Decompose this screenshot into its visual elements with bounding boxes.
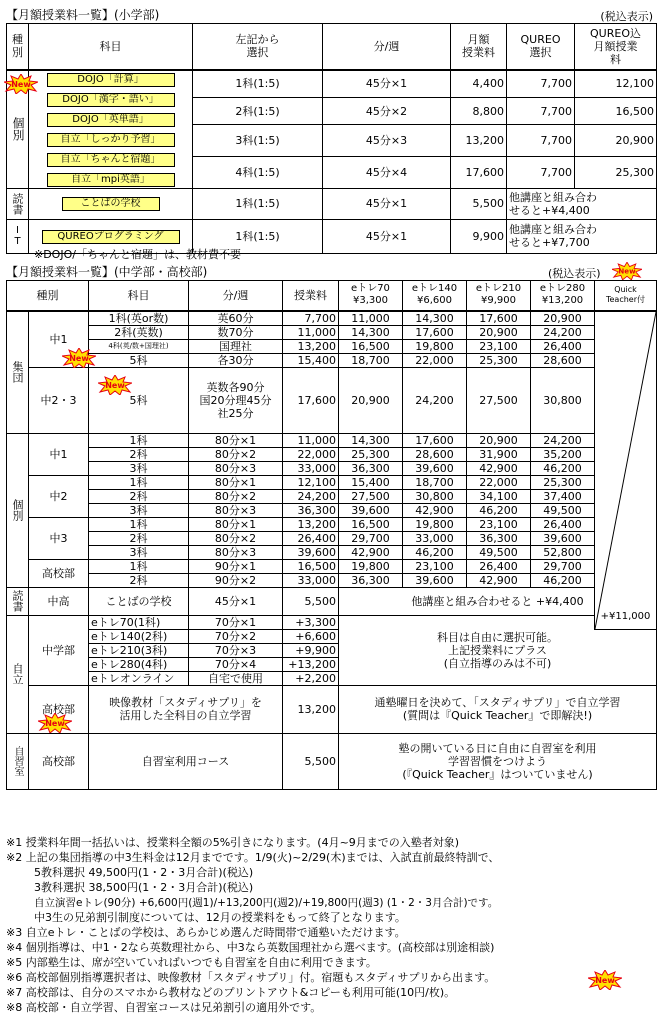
note-4: ※4 個別指導は、中1・2なら英数理社から、中3なら英数国理社から選べます。(高校部は別途相談) [6, 941, 495, 954]
i-subject: 1科 [89, 517, 189, 531]
subject-jiritsu-shukudai: 自立「ちゃんと宿題」 [47, 153, 175, 167]
kotoba-note: 他講座と組み合わ せると+¥4,400 [507, 188, 657, 219]
row3-choose: 3科(1:5) [193, 124, 323, 156]
h2-e140: eトレ140 ¥6,600 [403, 281, 467, 311]
i-e280: 37,400 [531, 489, 595, 503]
table2-tax-label: (税込表示) [548, 267, 601, 280]
i-e140: 18,700 [403, 475, 467, 489]
j-fee: +9,900 [283, 643, 339, 657]
note-2b: 3教科選択 38,500円(1・2・3月合計)(税込) [34, 881, 254, 894]
header-time: 分/週 [323, 24, 451, 70]
i-time: 80分×2 [189, 447, 283, 461]
i-fee: 22,000 [283, 447, 339, 461]
eizo-note: 通塾曜日を決めて、「スタディサプリ」で自立学習 (質問は『Quick Teacher』で即解決!) [339, 685, 657, 733]
new-badge-icon [38, 713, 72, 733]
quick-teacher-diagonal [595, 312, 656, 629]
jishu-fee: 5,500 [283, 733, 339, 789]
row1-total: 12,100 [575, 70, 657, 98]
grade-koukou-ind: 高校部 [29, 559, 89, 587]
kotoba2-time: 45分×1 [189, 587, 283, 615]
i-e140: 19,800 [403, 517, 467, 531]
row2-total: 16,500 [575, 98, 657, 124]
i-fee: 33,000 [283, 573, 339, 587]
i-fee: 24,200 [283, 489, 339, 503]
h2-subject: 科目 [89, 281, 189, 311]
row1-time: 45分×1 [323, 70, 451, 98]
i-fee: 13,200 [283, 517, 339, 531]
i-e140: 42,900 [403, 503, 467, 517]
i-e210: 49,500 [467, 545, 531, 559]
note-8: ※8 高校部・自立学習、自習室コースは兄弟割引の適用外です。 [6, 1001, 322, 1014]
row2-qureo: 7,700 [507, 98, 575, 124]
i-e280: 26,400 [531, 517, 595, 531]
grade-chuukou: 中高 [29, 587, 89, 615]
g-e280: 26,400 [531, 339, 595, 353]
i-subject: 2科 [89, 531, 189, 545]
quick-teacher-price: +¥11,000 [600, 610, 651, 622]
j-fee: +3,300 [283, 615, 339, 629]
type-jiritsu: 自立 [7, 615, 29, 733]
kotoba-choose: 1科(1:5) [193, 188, 323, 219]
i-e70: 25,300 [339, 447, 403, 461]
header-type: 種 別 [7, 24, 29, 70]
i-e70: 15,400 [339, 475, 403, 489]
g-e210: 17,600 [467, 311, 531, 326]
j-subject: eトレ280(4科) [89, 657, 189, 671]
grade-chuugaku: 中学部 [29, 615, 89, 685]
svg-text:New: New [595, 976, 615, 985]
row4-total: 25,300 [575, 156, 657, 188]
i-e280: 29,700 [531, 559, 595, 573]
j-fee: +6,600 [283, 629, 339, 643]
type-shudan: 集団 [7, 311, 29, 434]
i-subject: 1科 [89, 475, 189, 489]
g-fee: 15,400 [283, 353, 339, 367]
i-time: 80分×1 [189, 517, 283, 531]
note-2d: 中3生の兄弟割引制度については、12月の授業料をもって終了となります。 [34, 911, 406, 924]
grade-chu2-ind: 中2 [29, 475, 89, 517]
header-subject: 科目 [29, 24, 193, 70]
table1-title: 【月額授業料一覧】(小学部) [6, 8, 160, 22]
kotoba2-fee: 5,500 [283, 587, 339, 615]
note-2c: 自立演習eトレ(90分) +6,600円(週1)/+13,200円(週2)/+19,800円(週3) (1・2・3月合計)です。 [34, 897, 499, 909]
g23-e140: 24,200 [403, 367, 467, 433]
i-subject: 2科 [89, 447, 189, 461]
svg-text:New: New [618, 266, 636, 276]
row2-choose: 2科(1:5) [193, 98, 323, 124]
g-subject: 2科(英数) [89, 325, 189, 339]
h2-fee: 授業料 [283, 281, 339, 311]
subject-list [29, 70, 193, 189]
i-e210: 23,100 [467, 517, 531, 531]
i-e140: 39,600 [403, 573, 467, 587]
row2-fee: 8,800 [451, 98, 507, 124]
i-e280: 25,300 [531, 475, 595, 489]
g-fee: 13,200 [283, 339, 339, 353]
j-subject: eトレ210(3科) [89, 643, 189, 657]
i-e140: 33,000 [403, 531, 467, 545]
new-badge-icon [98, 375, 132, 395]
h2-e70: eトレ70 ¥3,300 [339, 281, 403, 311]
grade-chu3-ind: 中3 [29, 517, 89, 559]
g23-e210: 27,500 [467, 367, 531, 433]
i-fee: 26,400 [283, 531, 339, 545]
i-e280: 39,600 [531, 531, 595, 545]
grade-koukou-jishu: 高校部 [29, 733, 89, 789]
i-e70: 39,600 [339, 503, 403, 517]
row4-qureo: 7,700 [507, 156, 575, 188]
g-e280: 20,900 [531, 311, 595, 326]
j-subject: eトレオンライン [89, 671, 189, 685]
i-e70: 27,500 [339, 489, 403, 503]
g-subject: 5科 [89, 353, 189, 367]
subject-jiritsu-mpi: 自立「mpi英語」 [47, 173, 175, 187]
svg-text:New: New [11, 80, 31, 89]
type-kobetsu: 個別 [7, 70, 29, 189]
qureo-note: 他講座と組み合わ せると+¥7,700 [507, 219, 657, 253]
i-e210: 34,100 [467, 489, 531, 503]
grade-koukou-jiritsu: 高校部 [29, 685, 89, 733]
note-6: ※6 高校部個別指導選択者は、映像教材「スタディサプリ」付。宿題もスタディサプリから出ます。 [6, 971, 496, 984]
note-1: ※1 授業料年間一括払いは、授業料全額の5%引きになります。(4月~9月までの入塾者対象) [6, 836, 460, 849]
i-fee: 12,100 [283, 475, 339, 489]
g-fee: 11,000 [283, 325, 339, 339]
jiritsu-note: 科目は自由に選択可能。 上記授業料にプラス (自立指導のみは不可) [339, 615, 657, 685]
i-subject: 2科 [89, 573, 189, 587]
kotoba2-subject: ことばの学校 [89, 587, 189, 615]
svg-text:New: New [69, 354, 89, 363]
subject-dojo-calc: DOJO「計算」 [47, 73, 175, 87]
i-subject: 3科 [89, 503, 189, 517]
j-time: 70分×2 [189, 629, 283, 643]
i-subject: 3科 [89, 461, 189, 475]
i-time: 80分×2 [189, 531, 283, 545]
eizo-fee: 13,200 [283, 685, 339, 733]
i-e280: 52,800 [531, 545, 595, 559]
g23-e70: 20,900 [339, 367, 403, 433]
row3-total: 20,900 [575, 124, 657, 156]
subject-kotoba: ことばの学校 [62, 197, 160, 211]
subject-dojo-eitango: DOJO「英単語」 [47, 113, 175, 127]
g-e140: 14,300 [403, 311, 467, 326]
i-e70: 36,300 [339, 573, 403, 587]
i-e140: 46,200 [403, 545, 467, 559]
i-e210: 36,300 [467, 531, 531, 545]
qureo-choose: 1科(1:5) [193, 219, 323, 253]
i-e210: 22,000 [467, 475, 531, 489]
header-qureo: QUREO 選択 [507, 24, 575, 70]
i-fee: 39,600 [283, 545, 339, 559]
g-e140: 19,800 [403, 339, 467, 353]
i-e280: 46,200 [531, 461, 595, 475]
svg-text:New: New [45, 719, 65, 728]
table1-footnote: ※DOJO/「ちゃんと宿題」は、教材費不要 [34, 248, 241, 261]
i-e70: 29,700 [339, 531, 403, 545]
grade-chu1-ind: 中1 [29, 433, 89, 475]
i-e210: 46,200 [467, 503, 531, 517]
h2-quick-teacher: Quick Teacher付 [595, 281, 657, 311]
i-time: 80分×2 [189, 489, 283, 503]
i-e140: 23,100 [403, 559, 467, 573]
qureo-fee: 9,900 [451, 219, 507, 253]
type-dokusho: 読書 [7, 188, 29, 219]
elementary-fee-table [6, 23, 657, 254]
subject-qureo-programming: QUREOプログラミング [42, 230, 180, 244]
g-fee: 7,700 [283, 311, 339, 326]
h2-e210: eトレ210 ¥9,900 [467, 281, 531, 311]
type-dokusho2: 読書 [7, 587, 29, 615]
i-e70: 16,500 [339, 517, 403, 531]
note-5: ※5 内部塾生は、席が空いていればいつでも自習室を自由に利用できます。 [6, 956, 377, 969]
g-e70: 14,300 [339, 325, 403, 339]
row1-fee: 4,400 [451, 70, 507, 98]
i-subject: 1科 [89, 559, 189, 573]
g23-time: 英数各90分 国20分理45分 社25分 [189, 367, 283, 433]
i-subject: 1科 [89, 433, 189, 447]
g-e210: 20,900 [467, 325, 531, 339]
row4-choose: 4科(1:5) [193, 156, 323, 188]
i-e280: 35,200 [531, 447, 595, 461]
i-e70: 14,300 [339, 433, 403, 447]
i-e280: 24,200 [531, 433, 595, 447]
i-time: 80分×1 [189, 433, 283, 447]
row4-fee: 17,600 [451, 156, 507, 188]
g-time: 国理社 [189, 339, 283, 353]
i-e140: 39,600 [403, 461, 467, 475]
j-fee: +13,200 [283, 657, 339, 671]
header-fee: 月額 授業料 [451, 24, 507, 70]
g23-fee: 17,600 [283, 367, 339, 433]
j-subject: eトレ140(2科) [89, 629, 189, 643]
new-badge-icon [4, 74, 38, 94]
jishu-note: 塾の開いている日に自由に自習室を利用 学習習慣をつけよう (『Quick Teacher』はついていません) [339, 733, 657, 789]
i-subject: 2科 [89, 489, 189, 503]
g-e210: 25,300 [467, 353, 531, 367]
g-e140: 17,600 [403, 325, 467, 339]
header-qureo-total: QUREO込 月額授業 料 [575, 24, 657, 70]
eizo-subject: 映像教材「スタディサプリ」を 活用した全科目の自立学習 [89, 685, 283, 733]
i-time: 80分×3 [189, 545, 283, 559]
i-subject: 3科 [89, 545, 189, 559]
i-time: 90分×1 [189, 559, 283, 573]
i-e280: 46,200 [531, 573, 595, 587]
jishu-subject: 自習室利用コース [89, 733, 283, 789]
new-badge-icon [62, 348, 96, 368]
i-e280: 49,500 [531, 503, 595, 517]
h2-type: 種別 [7, 281, 89, 311]
g-time: 各30分 [189, 353, 283, 367]
i-e70: 19,800 [339, 559, 403, 573]
j-time: 70分×3 [189, 643, 283, 657]
header-choose: 左記から 選択 [193, 24, 323, 70]
g-e280: 28,600 [531, 353, 595, 367]
h2-time: 分/週 [189, 281, 283, 311]
row3-qureo: 7,700 [507, 124, 575, 156]
g23-subject: 5科 [89, 367, 189, 433]
h2-e280: eトレ280 ¥13,200 [531, 281, 595, 311]
grade-chu1-group: 中1 [29, 311, 89, 368]
subject-dojo-kanji: DOJO「漢字・語い」 [47, 93, 175, 107]
type-kobetsu2: 個別 [7, 433, 29, 587]
g-time: 数70分 [189, 325, 283, 339]
j-time: 自宅で使用 [189, 671, 283, 685]
i-time: 80分×1 [189, 475, 283, 489]
i-e210: 31,900 [467, 447, 531, 461]
kotoba-fee: 5,500 [451, 188, 507, 219]
g-e70: 18,700 [339, 353, 403, 367]
subject-jiritsu-yoshu: 自立「しっかり予習」 [47, 133, 175, 147]
type-it: IT [7, 219, 29, 253]
note-2: ※2 上記の集団指導の中3生料金は12月までです。1/9(火)~2/29(木)までは、入試直前最終特訓で、 [6, 851, 500, 864]
qureo-time: 45分×1 [323, 219, 451, 253]
i-time: 80分×3 [189, 503, 283, 517]
g-subject: 1科(英or数) [89, 311, 189, 326]
type-jishu: 自習室 [7, 733, 29, 789]
g-e210: 23,100 [467, 339, 531, 353]
row1-qureo: 7,700 [507, 70, 575, 98]
i-fee: 36,300 [283, 503, 339, 517]
table2-title: 【月額授業料一覧】(中学部・高校部) [6, 265, 208, 279]
table1-tax-label: (税込表示) [600, 10, 653, 23]
quick-teacher-column [595, 311, 657, 630]
i-e210: 42,900 [467, 461, 531, 475]
row1-choose: 1科(1:5) [193, 70, 323, 98]
kotoba2-note: 他講座と組み合わせると +¥4,400 [339, 587, 657, 615]
g23-e280: 30,800 [531, 367, 595, 433]
note-7: ※7 高校部は、自分のスマホから教材などのプリントアウト&コピーも利用可能(10円/枚)。 [6, 986, 456, 999]
i-e140: 17,600 [403, 433, 467, 447]
note-3: ※3 自立eトレ・ことばの学校は、あらかじめ選んだ時間帯で通塾いただけます。 [6, 926, 406, 939]
g-e140: 22,000 [403, 353, 467, 367]
svg-text:New: New [105, 381, 125, 390]
i-fee: 33,000 [283, 461, 339, 475]
g-time: 英60分 [189, 311, 283, 326]
i-e140: 28,600 [403, 447, 467, 461]
grade-chu23: 中2・3 [29, 367, 89, 433]
g-e70: 11,000 [339, 311, 403, 326]
row3-fee: 13,200 [451, 124, 507, 156]
i-fee: 16,500 [283, 559, 339, 573]
j-fee: +2,200 [283, 671, 339, 685]
i-time: 80分×3 [189, 461, 283, 475]
i-e210: 20,900 [467, 433, 531, 447]
row3-time: 45分×3 [323, 124, 451, 156]
j-subject: eトレ70(1科) [89, 615, 189, 629]
g-e280: 24,200 [531, 325, 595, 339]
i-e210: 42,900 [467, 573, 531, 587]
i-e70: 36,300 [339, 461, 403, 475]
i-e140: 30,800 [403, 489, 467, 503]
i-e70: 42,900 [339, 545, 403, 559]
new-badge-icon [588, 970, 622, 990]
j-time: 70分×1 [189, 615, 283, 629]
kotoba-time: 45分×1 [323, 188, 451, 219]
note-2a: 5教科選択 49,500円(1・2・3月合計)(税込) [34, 866, 254, 879]
kotoba-subject-cell [29, 188, 193, 219]
junior-high-fee-table [6, 280, 657, 790]
row4-time: 45分×4 [323, 156, 451, 188]
j-time: 70分×4 [189, 657, 283, 671]
i-time: 90分×2 [189, 573, 283, 587]
i-e210: 26,400 [467, 559, 531, 573]
i-fee: 11,000 [283, 433, 339, 447]
g-subject: 4科(英/数+国理社) [89, 339, 189, 353]
row2-time: 45分×2 [323, 98, 451, 124]
new-badge-icon [612, 262, 642, 280]
g-e70: 16,500 [339, 339, 403, 353]
